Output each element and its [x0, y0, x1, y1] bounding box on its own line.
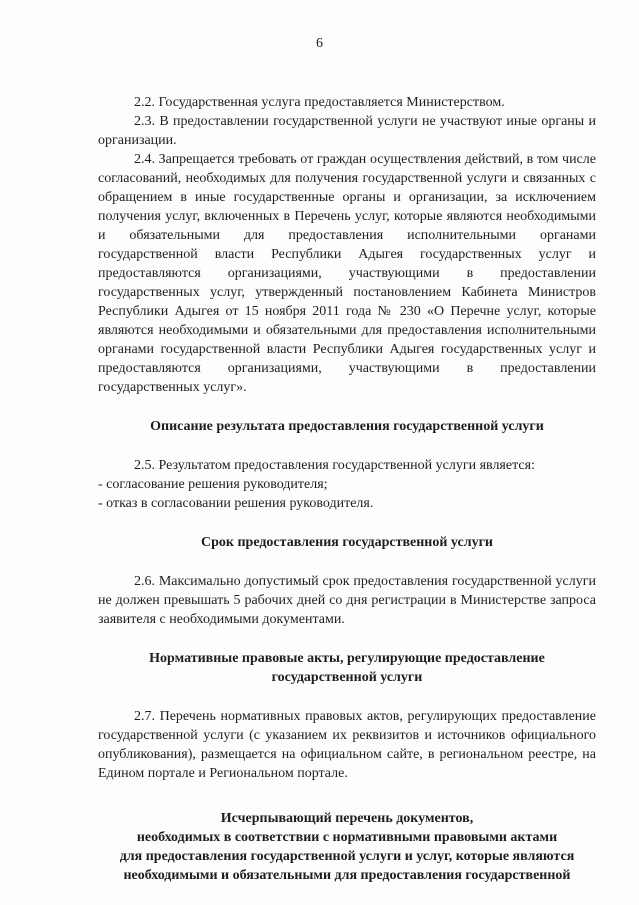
heading-normative-acts — [98, 649, 596, 687]
heading-documents-line: необходимых в соответствии с нормативными правовыми актами — [136, 830, 558, 845]
section-2-5 — [98, 456, 596, 513]
paragraph-2-3: 2.3. В предоставлении государственной услуги не участвуют иные органы и организации. — [98, 114, 596, 148]
paragraph-2-5-intro: 2.5. Результатом предоставления государственной услуги является: — [134, 458, 535, 473]
paragraph-2-2: 2.2. Государственная услуга предоставляется Министерством. — [134, 95, 505, 110]
paragraph-2-7: 2.7. Перечень нормативных правовых актов, регулирующих предоставление государственной услуги (с указанием их реквизитов и источников официального опубликования), размещается на официальном сайте, в региональном реестре, на Едином портале и Региональном портале. — [98, 709, 596, 781]
heading-normative-acts-line: государственной услуги — [271, 670, 423, 685]
result-list-item: - отказ в согласовании решения руководителя. — [98, 496, 374, 511]
heading-documents-line: Исчерпывающий перечень документов, — [220, 811, 474, 826]
heading-documents-line: необходимыми и обязательными для предоставления государственной — [123, 868, 571, 883]
heading-result-description: Описание результата предоставления государственной услуги — [150, 419, 544, 434]
heading-service-term: Срок предоставления государственной услуги — [201, 535, 493, 550]
paragraph-2-4: 2.4. Запрещается требовать от граждан осуществления действий, в том числе согласований, необходимых для получения государственной услуги и связанных с обращением в иные государственные органы и организации, за исключением получения услуг, включенных в Перечень услуг, которые являются необходимыми и обязательными для предоставления исполнительными органами государственной власти Республики Адыгея государственных услуг и предоставляются организациями, участвующими в предоставлении государственных услуг, утвержденный постановлением Кабинета Министров Республики Адыгея от 15 ноября 2011 года № 230 «О Перечне услуг, которые являются необходимыми и обязательными для предоставления исполнительными органами государственной власти Республики Адыгея государственных услуг и предоставляются организациями, участвующими в предоставлении государственных услуг». — [98, 152, 596, 395]
paragraph-2-6: 2.6. Максимально допустимый срок предоставления государственной услуги не должен превышать 5 рабочих дней со дня регистрации в Министерстве запроса заявителя с необходимыми документами. — [98, 574, 596, 627]
document-body — [98, 93, 596, 885]
heading-documents-line: для предоставления государственной услуги и услуг, которые являются — [119, 849, 575, 864]
page-number: 6 — [316, 36, 323, 51]
heading-normative-acts-line: Нормативные правовые акты, регулирующие предоставление — [149, 651, 545, 666]
heading-documents-list — [98, 809, 596, 885]
result-list-item: - согласование решения руководителя; — [98, 477, 328, 492]
